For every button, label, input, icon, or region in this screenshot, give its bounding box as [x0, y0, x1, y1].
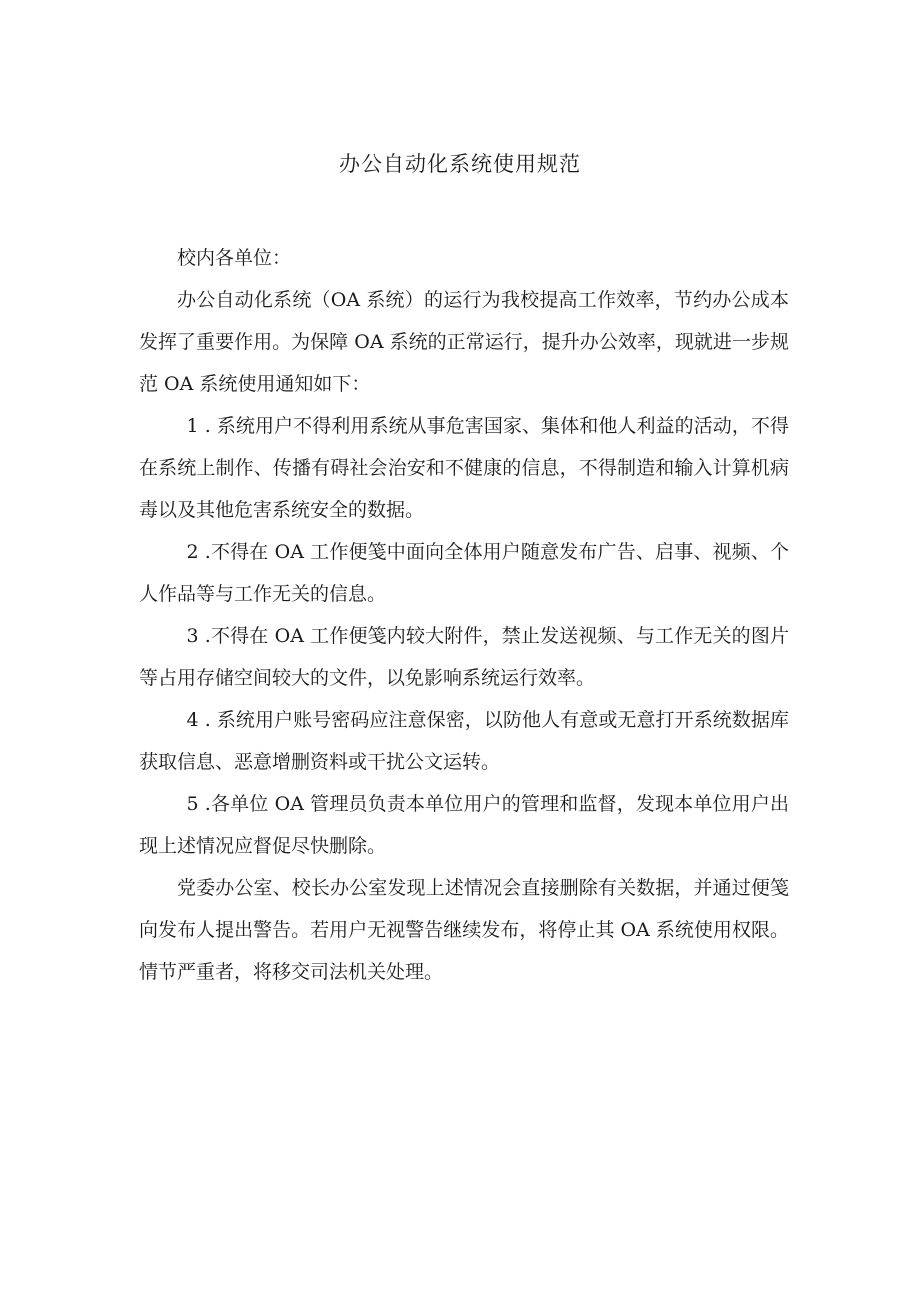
rule-item-3: 3 .不得在 OA 工作便笺内较大附件，禁止发送视频、与工作无关的图片等占用存储空间较大的文件，以免影响系统运行效率。 [139, 625, 789, 689]
document-body [139, 237, 789, 993]
rule-item-2: 2 .不得在 OA 工作便笺中面向全体用户随意发布广告、启事、视频、个人作品等与工作无关的信息。 [139, 541, 789, 605]
rule-item-4: 4 . 系统用户账号密码应注意保密，以防他人有意或无意打开系统数据库获取信息、恶意增删资料或干扰公文运转。 [139, 709, 789, 773]
closing-paragraph: 党委办公室、校长办公室发现上述情况会直接删除有关数据，并通过便笺向发布人提出警告。若用户无视警告继续发布，将停止其 OA 系统使用权限。情节严重者，将移交司法机关处理。 [139, 877, 789, 983]
intro-paragraph: 办公自动化系统（OA 系统）的运行为我校提高工作效率，节约办公成本发挥了重要作用。为保障 OA 系统的正常运行，提升办公效率，现就进一步规范 OA 系统使用通知如下： [139, 289, 789, 395]
rule-item-1: 1 . 系统用户不得利用系统从事危害国家、集体和他人利益的活动，不得在系统上制作、传播有碍社会治安和不健康的信息，不得制造和输入计算机病毒以及其他危害系统安全的数据。 [139, 415, 789, 521]
rule-item-5: 5 .各单位 OA 管理员负责本单位用户的管理和监督，发现本单位用户出现上述情况应督促尽快删除。 [139, 793, 789, 857]
salutation: 校内各单位： [177, 247, 292, 269]
document-title: 办公自动化系统使用规范 [339, 152, 581, 176]
